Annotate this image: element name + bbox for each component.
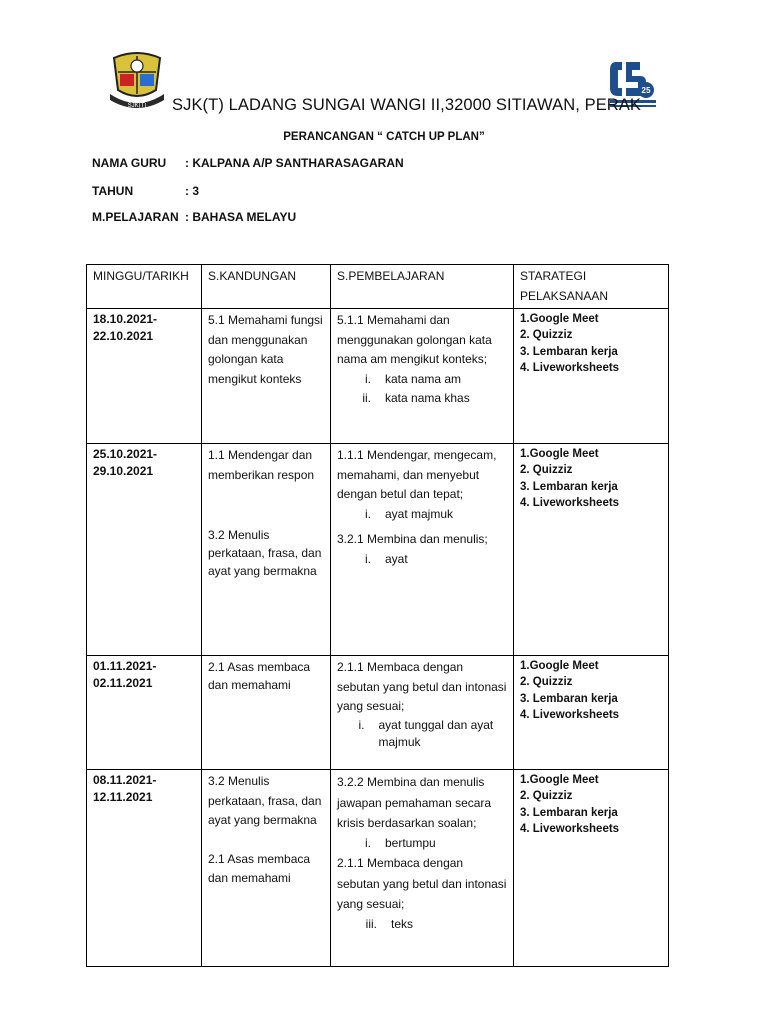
- info-row-guru: [92, 156, 404, 170]
- subitem-number: i.: [358, 717, 365, 732]
- subitem-number: i.: [365, 551, 371, 566]
- pembelajaran-text: 3.2.1 Membina dan menulis;: [337, 532, 488, 546]
- info-value: : KALPANA A/P SANTHARASAGARAN: [185, 156, 404, 170]
- table-row: [87, 770, 669, 967]
- column-header: S.KANDUNGAN: [202, 265, 331, 309]
- strategy-item: 4. Liveworksheets: [520, 822, 620, 835]
- document-title: PERANCANGAN “ CATCH UP PLAN”: [283, 131, 485, 143]
- strategy-item: 1.Google Meet: [520, 660, 599, 672]
- column-header: MINGGU/TARIKH: [87, 265, 202, 309]
- strategy-item: 4. Liveworksheets: [520, 496, 620, 509]
- kandungan-cell: [202, 309, 331, 444]
- strategy-cell: [514, 444, 669, 656]
- subitem-number: i.: [365, 371, 371, 386]
- table-header-row: [87, 265, 669, 309]
- pembelajaran-subitem: [337, 389, 508, 409]
- pembelajaran-text: 5.1.1 Memahami dan menggunakan golongan kata nama am mengikut konteks;: [337, 313, 492, 366]
- strategy-item: 3. Lembaran kerja: [520, 480, 618, 493]
- pembelajaran-subitem: [337, 717, 508, 751]
- date-cell: 01.11.2021-02.11.2021: [87, 656, 202, 770]
- svg-text:25: 25: [641, 86, 651, 95]
- subitem-text: kata nama am: [385, 371, 462, 386]
- pembelajaran-subitem: [337, 915, 508, 935]
- kandungan-cell: [202, 444, 331, 656]
- subitem-text: ayat tunggal dan ayat majmuk: [378, 717, 494, 749]
- strategy-item: 1.Google Meet: [520, 774, 599, 786]
- column-header: STARATEGI PELAKSANAAN: [514, 265, 669, 309]
- date-cell: 25.10.2021-29.10.2021: [87, 444, 202, 656]
- pembelajaran-cell: [331, 444, 514, 656]
- column-header: S.PEMBELAJARAN: [331, 265, 514, 309]
- date-cell: 08.11.2021-12.11.2021: [87, 770, 202, 967]
- pembelajaran-cell: [331, 770, 514, 967]
- strategy-cell: [514, 309, 669, 444]
- strategy-cell: [514, 656, 669, 770]
- info-row-tahun: [92, 184, 199, 198]
- subitem-number: i.: [365, 506, 371, 521]
- table-row: [87, 444, 669, 656]
- plan-table: [86, 264, 669, 967]
- kandungan-text: 3.2 Menulis perkataan, frasa, dan ayat yang bermakna: [208, 528, 322, 578]
- pembelajaran-subitem: [337, 550, 508, 570]
- subitem-text: ayat majmuk: [385, 506, 454, 521]
- subitem-text: bertumpu: [385, 835, 436, 850]
- kandungan-text: 5.1 Memahami fungsi dan menggunakan golongan kata mengikut konteks: [208, 313, 323, 386]
- strategy-item: 1.Google Meet: [520, 313, 599, 325]
- info-label: NAMA GURU: [92, 156, 167, 170]
- strategy-item: 4. Liveworksheets: [520, 708, 620, 721]
- subitem-number: i.: [365, 835, 371, 850]
- strategy-item: 2. Quizziz: [520, 676, 573, 689]
- pembelajaran-subitem: [337, 505, 508, 525]
- info-label: TAHUN: [92, 184, 134, 198]
- info-value: : BAHASA MELAYU: [185, 210, 297, 224]
- info-row-pelajaran: [92, 210, 296, 224]
- strategy-cell: [514, 770, 669, 967]
- pembelajaran-text: 2.1.1 Membaca dengan sebutan yang betul dan intonasi yang sesuai;: [337, 856, 507, 911]
- subitem-text: kata nama khas: [385, 391, 470, 405]
- strategy-item: 4. Liveworksheets: [520, 361, 620, 374]
- kandungan-text: 2.1 Asas membaca dan memahami: [208, 851, 311, 885]
- strategy-item: 1.Google Meet: [520, 448, 599, 460]
- table-row: [87, 656, 669, 770]
- school-name: SJK(T) LADANG SUNGAI WANGI II,32000 SITIAWAN, PERAK: [172, 96, 642, 114]
- strategy-item: 3. Lembaran kerja: [520, 345, 618, 358]
- pembelajaran-text: 3.2.2 Membina dan menulis jawapan pemahaman secara krisis berdasarkan soalan;: [337, 775, 492, 830]
- school-crest-logo: [104, 50, 170, 110]
- strategy-item: 3. Lembaran kerja: [520, 692, 618, 705]
- subitem-text: ayat: [385, 551, 408, 566]
- table-row: [87, 309, 669, 444]
- date-cell: 18.10.2021-22.10.2021: [87, 309, 202, 444]
- kandungan-cell: [202, 656, 331, 770]
- strategy-item: 2. Quizziz: [520, 329, 573, 342]
- pembelajaran-subitem: [337, 834, 508, 854]
- kandungan-text: 2.1 Asas membaca dan memahami: [208, 660, 311, 692]
- pembelajaran-text: 1.1.1 Mendengar, mengecam, memahami, dan menyebut dengan betul dan tepat;: [337, 448, 497, 501]
- strategy-item: 3. Lembaran kerja: [520, 806, 618, 819]
- strategy-item: 2. Quizziz: [520, 790, 573, 803]
- kandungan-text: 3.2 Menulis perkataan, frasa, dan ayat yang bermakna: [208, 774, 322, 827]
- kandungan-text: 1.1 Mendengar dan memberikan respon: [208, 448, 315, 482]
- kandungan-cell: [202, 770, 331, 967]
- crest-text: SJK(T): [127, 103, 147, 109]
- info-label: M.PELAJARAN: [92, 210, 179, 224]
- strategy-item: 2. Quizziz: [520, 464, 573, 477]
- subitem-text: teks: [391, 916, 414, 931]
- info-value: : 3: [185, 184, 200, 198]
- pembelajaran-cell: [331, 309, 514, 444]
- subitem-number: ii.: [362, 391, 371, 405]
- subitem-number: iii.: [365, 916, 377, 931]
- pembelajaran-subitem: [337, 370, 508, 390]
- pembelajaran-cell: [331, 656, 514, 770]
- pembelajaran-text: 2.1.1 Membaca dengan sebutan yang betul dan intonasi yang sesuai;: [337, 660, 507, 713]
